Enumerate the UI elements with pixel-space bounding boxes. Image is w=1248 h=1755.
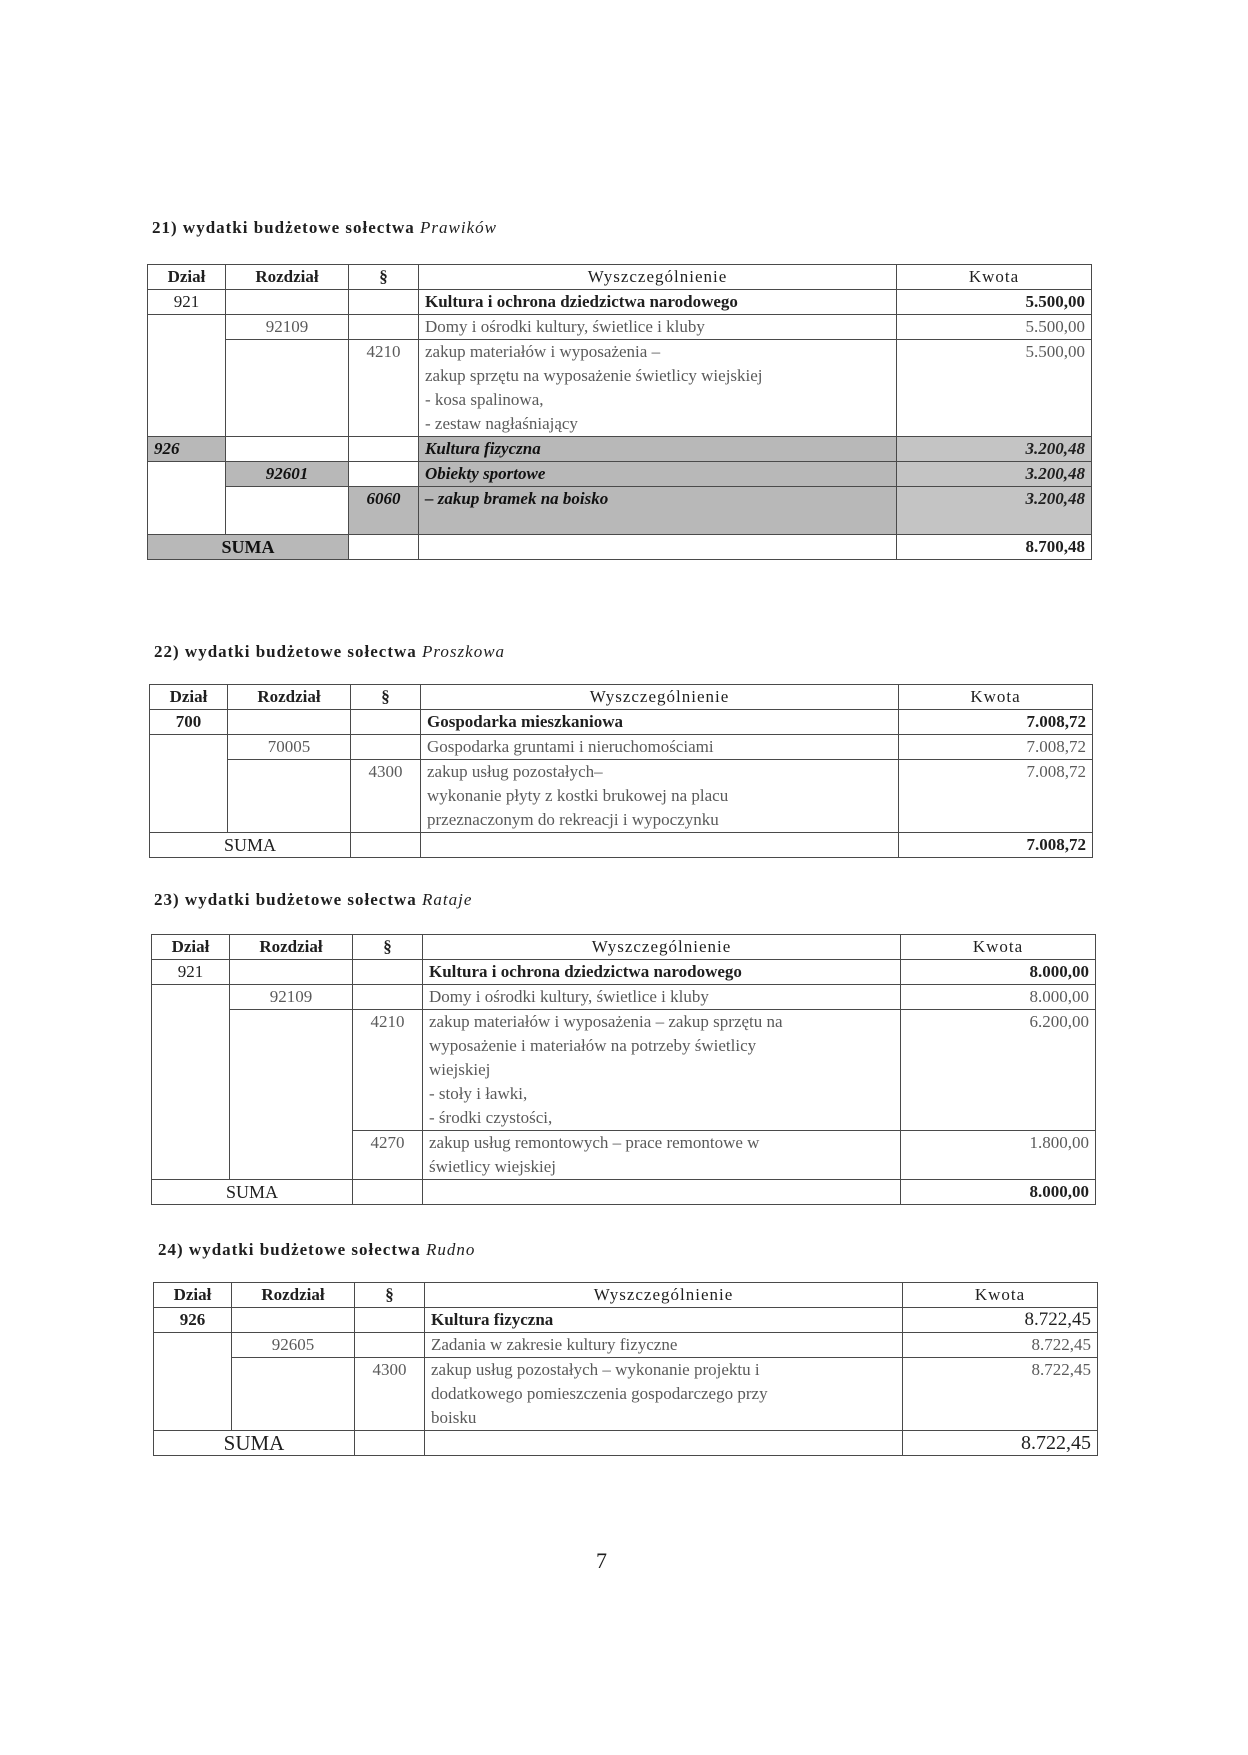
sum-label: SUMA	[154, 1431, 355, 1456]
col-rozdzial: Rozdział	[226, 265, 349, 290]
heading-place: Rudno	[426, 1240, 476, 1259]
col-kwota: Kwota	[899, 685, 1093, 710]
opis-cell: Kultura fizyczna	[419, 437, 897, 462]
section-21-heading	[152, 218, 497, 238]
table-row	[152, 1131, 1096, 1180]
kwota-cell: 7.008,72	[899, 735, 1093, 760]
col-paragraf: §	[355, 1283, 425, 1308]
heading-place: Proszkowa	[422, 642, 506, 661]
sum-row	[154, 1431, 1098, 1456]
kwota-cell: 6.200,00	[901, 1010, 1096, 1131]
opis-cell: Domy i ośrodki kultury, świetlice i kluby	[423, 985, 901, 1010]
table-row	[148, 437, 1092, 462]
sum-label: SUMA	[150, 833, 351, 858]
opis-cell: zakup materiałów i wyposażenia – zakup sprzętu na wyposażenie świetlicy wiejskiej - kosa spalinowa, - zestaw nagłaśniający	[419, 340, 897, 437]
paragraf-cell: 4300	[351, 760, 421, 833]
sum-value: 8.722,45	[903, 1431, 1098, 1456]
dzial-cell: 926	[154, 1308, 232, 1333]
table-row	[150, 760, 1093, 833]
kwota-cell: 5.500,00	[897, 315, 1092, 340]
table-header-row	[148, 265, 1092, 290]
dzial-cell: 921	[148, 290, 226, 315]
rozdzial-cell: 92109	[230, 985, 353, 1010]
opis-cell: Kultura i ochrona dziedzictwa narodowego	[423, 960, 901, 985]
kwota-cell: 5.500,00	[897, 290, 1092, 315]
kwota-cell: 7.008,72	[899, 760, 1093, 833]
rozdzial-cell: 92109	[226, 315, 349, 340]
kwota-cell: 5.500,00	[897, 340, 1092, 437]
paragraf-cell: 4210	[353, 1010, 423, 1131]
opis-cell: Kultura fizyczna	[425, 1308, 903, 1333]
col-opis: Wyszczególnienie	[425, 1283, 903, 1308]
paragraf-cell: 4270	[353, 1131, 423, 1180]
table-row	[148, 487, 1092, 535]
table-header-row	[154, 1283, 1098, 1308]
sum-row	[150, 833, 1093, 858]
sum-label: SUMA	[152, 1180, 353, 1205]
sum-row	[152, 1180, 1096, 1205]
rozdzial-cell: 70005	[228, 735, 351, 760]
heading-prefix: 21) wydatki budżetowe sołectwa	[152, 218, 415, 237]
col-paragraf: §	[353, 935, 423, 960]
col-opis: Wyszczególnienie	[423, 935, 901, 960]
kwota-cell: 3.200,48	[897, 437, 1092, 462]
col-paragraf: §	[351, 685, 421, 710]
heading-place: Prawików	[420, 218, 497, 237]
opis-cell: – zakup bramek na boisko	[419, 487, 897, 535]
col-kwota: Kwota	[903, 1283, 1098, 1308]
col-kwota: Kwota	[901, 935, 1096, 960]
paragraf-cell: 4210	[349, 340, 419, 437]
heading-prefix: 22) wydatki budżetowe sołectwa	[154, 642, 417, 661]
col-paragraf: §	[349, 265, 419, 290]
opis-cell: Kultura i ochrona dziedzictwa narodowego	[419, 290, 897, 315]
col-dzial: Dział	[150, 685, 228, 710]
opis-cell: zakup usług remontowych – prace remontowe w świetlicy wiejskiej	[423, 1131, 901, 1180]
table-rataje	[151, 934, 1096, 1205]
table-row	[154, 1358, 1098, 1431]
kwota-cell: 8.000,00	[901, 985, 1096, 1010]
table-row	[148, 462, 1092, 487]
page-number: 7	[596, 1548, 607, 1573]
kwota-cell: 7.008,72	[899, 710, 1093, 735]
kwota-cell: 8.722,45	[903, 1333, 1098, 1358]
kwota-cell: 3.200,48	[897, 487, 1092, 535]
table-header-row	[150, 685, 1093, 710]
col-rozdzial: Rozdział	[232, 1283, 355, 1308]
sum-value: 8.000,00	[901, 1180, 1096, 1205]
col-opis: Wyszczególnienie	[421, 685, 899, 710]
table-row	[148, 340, 1092, 437]
table-row	[152, 985, 1096, 1010]
table-row	[148, 290, 1092, 315]
col-dzial: Dział	[152, 935, 230, 960]
table-row	[154, 1308, 1098, 1333]
col-rozdzial: Rozdział	[230, 935, 353, 960]
table-row	[152, 960, 1096, 985]
col-opis: Wyszczególnienie	[419, 265, 897, 290]
paragraf-cell: 6060	[349, 487, 419, 535]
opis-cell: Zadania w zakresie kultury fizyczne	[425, 1333, 903, 1358]
kwota-cell: 1.800,00	[901, 1131, 1096, 1180]
opis-cell: Domy i ośrodki kultury, świetlice i kluby	[419, 315, 897, 340]
table-proszkowa	[149, 684, 1093, 858]
opis-cell: zakup usług pozostałych– wykonanie płyty z kostki brukowej na placu przeznaczonym do rekreacji i wypoczynku	[421, 760, 899, 833]
opis-cell: zakup materiałów i wyposażenia – zakup sprzętu na wyposażenie i materiałów na potrzeby świetlicy wiejskiej - stoły i ławki, - środki czystości,	[423, 1010, 901, 1131]
section-24-heading	[158, 1240, 475, 1260]
kwota-cell: 8.722,45	[903, 1308, 1098, 1333]
heading-place: Rataje	[422, 890, 473, 909]
col-kwota: Kwota	[897, 265, 1092, 290]
dzial-cell: 926	[148, 437, 226, 462]
kwota-cell: 3.200,48	[897, 462, 1092, 487]
dzial-cell: 700	[150, 710, 228, 735]
col-dzial: Dział	[154, 1283, 232, 1308]
rozdzial-cell: 92601	[226, 462, 349, 487]
opis-cell: Obiekty sportowe	[419, 462, 897, 487]
dzial-cell: 921	[152, 960, 230, 985]
opis-cell: Gospodarka mieszkaniowa	[421, 710, 899, 735]
rozdzial-cell: 92605	[232, 1333, 355, 1358]
opis-cell: Gospodarka gruntami i nieruchomościami	[421, 735, 899, 760]
section-22-heading	[154, 642, 505, 662]
sum-value: 8.700,48	[897, 535, 1092, 560]
paragraf-cell: 4300	[355, 1358, 425, 1431]
sum-label: SUMA	[148, 535, 349, 560]
kwota-cell: 8.722,45	[903, 1358, 1098, 1431]
table-row	[152, 1010, 1096, 1131]
table-row	[150, 710, 1093, 735]
table-row	[148, 315, 1092, 340]
table-row	[154, 1333, 1098, 1358]
kwota-cell: 8.000,00	[901, 960, 1096, 985]
table-header-row	[152, 935, 1096, 960]
section-23-heading	[154, 890, 472, 910]
heading-prefix: 23) wydatki budżetowe sołectwa	[154, 890, 417, 909]
heading-prefix: 24) wydatki budżetowe sołectwa	[158, 1240, 421, 1259]
table-prawikow	[147, 264, 1092, 560]
col-dzial: Dział	[148, 265, 226, 290]
opis-cell: zakup usług pozostałych – wykonanie projektu i dodatkowego pomieszczenia gospodarczego przy boisku	[425, 1358, 903, 1431]
sum-value: 7.008,72	[899, 833, 1093, 858]
col-rozdzial: Rozdział	[228, 685, 351, 710]
table-rudno	[153, 1282, 1098, 1456]
table-row	[150, 735, 1093, 760]
sum-row	[148, 535, 1092, 560]
